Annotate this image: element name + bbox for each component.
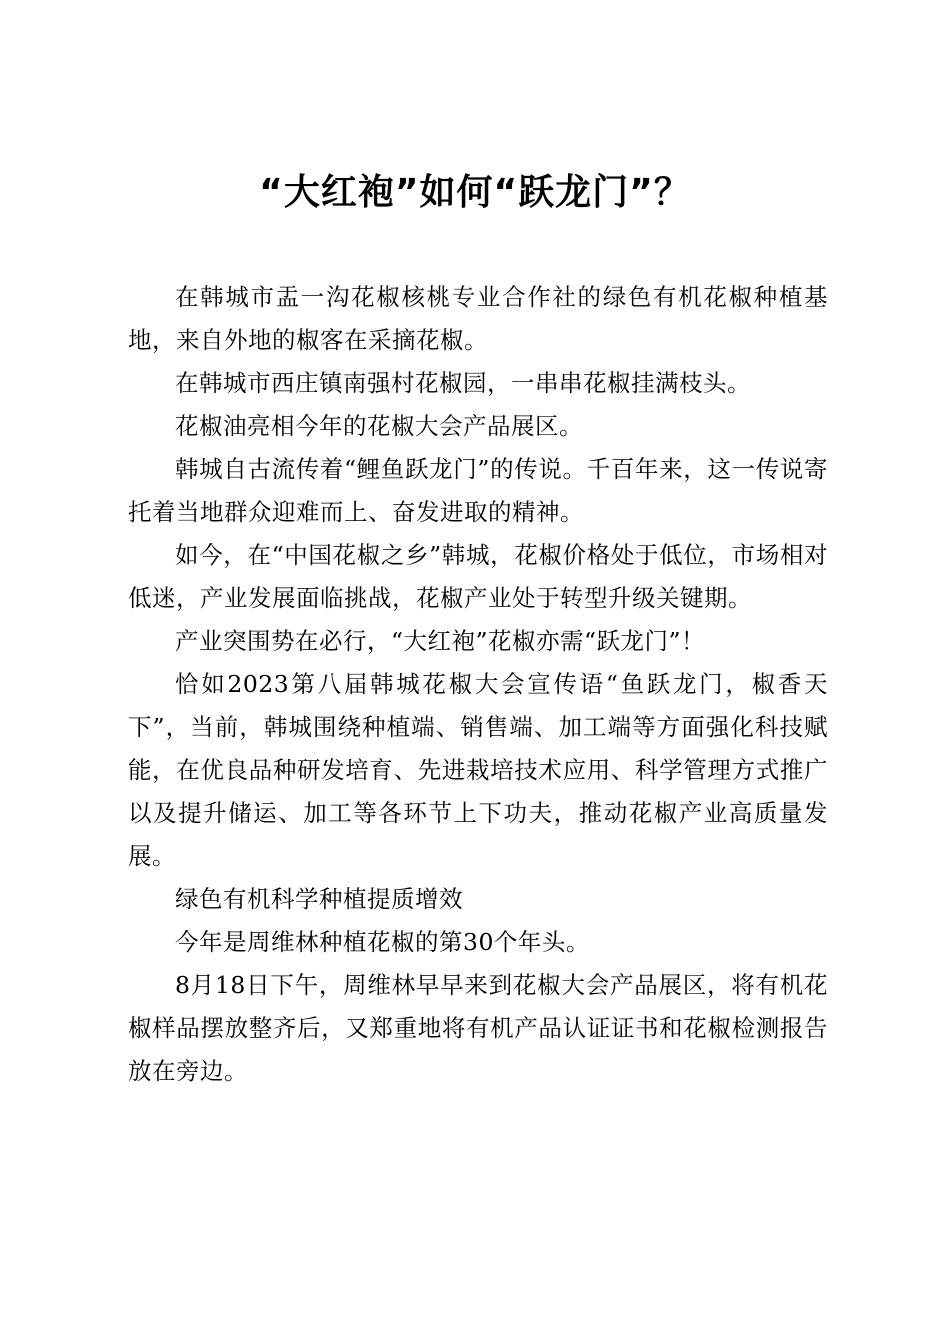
paragraph: 在韩城市西庄镇南强村花椒园，一串串花椒挂满枝头。 [175, 369, 751, 397]
paragraph: 花椒油亮相今年的花椒大会产品展区。 [175, 412, 583, 440]
paragraph: 8月18日下午，周维林早早来到花椒大会产品展区，将有机花椒样品摆放整齐后，又郑重地将有机产品认证证书和花椒检测报告放在旁边。 [128, 971, 828, 1085]
paragraph: 恰如2023第八届韩城花椒大会宣传语“鱼跃龙门，椒香天下”，当前，韩城围绕种植端、销售端、加工端等方面强化科技赋能，在优良品种研发培育、先进栽培技术应用、科学管理方式推广以及提升储运、加工等各环节上下功夫，推动花椒产业高质量发展。 [128, 670, 828, 870]
paragraph: 产业突围势在必行，“大红袍”花椒亦需“跃龙门”！ [175, 627, 706, 655]
document-title: “大红袍”如何“跃龙门”？ [259, 172, 691, 213]
document-body [128, 276, 828, 1093]
paragraph: 如今，在“中国花椒之乡”韩城，花椒价格处于低位，市场相对低迷，产业发展面临挑战，花椒产业处于转型升级关键期。 [128, 541, 828, 612]
paragraph: 在韩城市盂一沟花椒核桃专业合作社的绿色有机花椒种植基地，来自外地的椒客在采摘花椒。 [128, 283, 828, 354]
section-heading: 绿色有机科学种植提质增效 [175, 885, 463, 913]
paragraph: 韩城自古流传着“鲤鱼跃龙门”的传说。千百年来，这一传说寄托着当地群众迎难而上、奋发进取的精神。 [128, 455, 828, 526]
paragraph: 今年是周维林种植花椒的第30个年头。 [175, 928, 590, 956]
